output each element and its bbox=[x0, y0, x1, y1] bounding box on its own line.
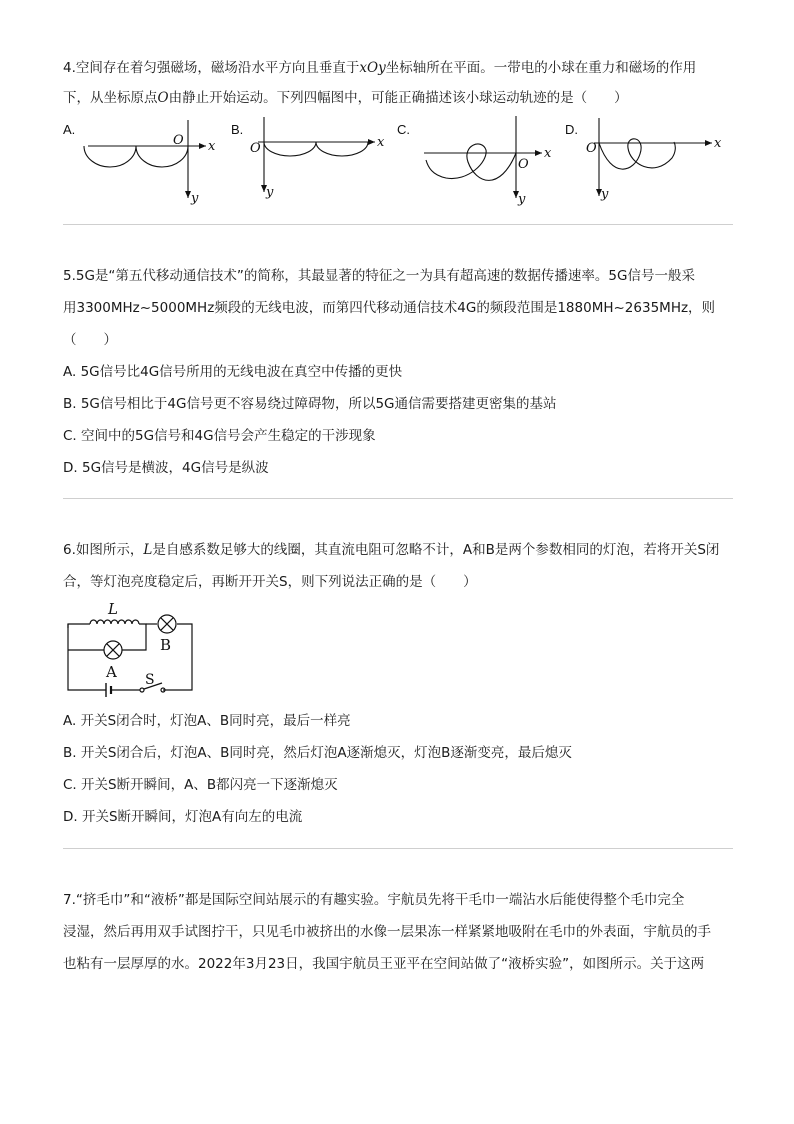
q6-switch-contact bbox=[140, 688, 144, 692]
q6-stem-line-2: 合，等灯泡亮度稳定后，再断开开关S，则下列说法正确的是（ ） bbox=[63, 574, 477, 590]
q4-stem-line-1: 4.空间存在着匀强磁场，磁场沿水平方向且垂直于xOy坐标轴所在平面。一带电的小球在重力和磁场的作用 bbox=[63, 60, 697, 76]
q4-b-trajectory bbox=[264, 142, 368, 156]
q4-stem-line-2: 下，从坐标原点O由静止开始运动。下列四幅图中，可能正确描述该小球运动轨迹的是（ ） bbox=[63, 90, 628, 106]
q6-label-a: A bbox=[106, 663, 117, 681]
q4-b-y-label: y bbox=[266, 185, 274, 200]
q4-option-diagrams bbox=[0, 112, 794, 212]
q6-label-s: S bbox=[145, 672, 155, 688]
separator bbox=[63, 498, 733, 499]
q4-c-trajectory bbox=[426, 144, 516, 180]
q7-stem-line-3: 也粘有一层厚厚的水。2022年3月23日，我国宇航员王亚平在空间站做了“液桥实验”，如图所示。关于这两 bbox=[63, 956, 705, 972]
q7-stem-line-1: 7.“挤毛巾”和“液桥”都是国际空间站展示的有趣实验。宇航员先将干毛巾一端沾水后能使得整个毛巾完全 bbox=[63, 892, 685, 908]
q6-option-c[interactable]: C. 开关S断开瞬间，A、B都闪亮一下逐渐熄灭 bbox=[63, 777, 338, 793]
q6-option-d[interactable]: D. 开关S断开瞬间，灯泡A有向左的电流 bbox=[63, 809, 303, 825]
q4-b-origin: O bbox=[250, 141, 261, 156]
q4-a-y-label: y bbox=[191, 191, 199, 206]
q5-option-c[interactable]: C. 空间中的5G信号和4G信号会产生稳定的干涉现象 bbox=[63, 428, 376, 444]
q6-inductor-coil bbox=[90, 620, 139, 624]
q5-option-d[interactable]: D. 5G信号是横波，4G信号是纵波 bbox=[63, 460, 269, 476]
q6-option-b[interactable]: B. 开关S闭合后，灯泡A、B同时亮，然后灯泡A逐渐熄灭，灯泡B逐渐变亮，最后熄灭 bbox=[63, 745, 572, 761]
q6-circuit-diagram bbox=[60, 598, 210, 698]
separator bbox=[63, 224, 733, 225]
q7-stem-line-2: 浸湿，然后再用双手试图拧干，只见毛巾被挤出的水像一层果冻一样紧紧地吸附在毛巾的外表面，宇航员的手 bbox=[63, 924, 711, 940]
q4-d-origin: O bbox=[586, 141, 597, 156]
q6-stem-line-1: 6.如图所示，L是自感系数足够大的线圈，其直流电阻可忽略不计，A和B是两个参数相同的灯泡，若将开关S闭 bbox=[63, 542, 720, 558]
q5-stem-line-2: 用3300MHz~5000MHz频段的无线电波，而第四代移动通信技术4G的频段范围是1880MH~2635MHz，则 bbox=[63, 300, 716, 316]
q4-a-trajectory bbox=[84, 146, 188, 167]
q4-b-x-label: x bbox=[377, 135, 385, 150]
q4-c-origin: O bbox=[518, 157, 529, 172]
q4-d-x-label: x bbox=[714, 136, 722, 151]
q4-c-y-label: y bbox=[518, 192, 526, 207]
q4-option-c: C. bbox=[397, 122, 410, 137]
q5-stem-line-1: 5.5G是“第五代移动通信技术”的简称，其最显著的特征之一为具有超高速的数据传播速率。5G信号一般采 bbox=[63, 268, 695, 284]
q4-d-y-label: y bbox=[601, 187, 609, 202]
q4-option-a: A. bbox=[63, 122, 76, 137]
q6-label-l: L bbox=[108, 600, 118, 618]
q5-stem-line-3: （ ） bbox=[63, 332, 117, 348]
q4-option-b: B. bbox=[231, 122, 244, 137]
separator bbox=[63, 848, 733, 849]
q4-a-origin: O bbox=[173, 133, 184, 148]
q5-option-a[interactable]: A. 5G信号比4G信号所用的无线电波在真空中传播的更快 bbox=[63, 364, 403, 380]
q6-option-a[interactable]: A. 开关S闭合时，灯泡A、B同时亮，最后一样亮 bbox=[63, 713, 351, 729]
q5-option-b[interactable]: B. 5G信号相比于4G信号更不容易绕过障碍物，所以5G通信需要搭建更密集的基站 bbox=[63, 396, 557, 412]
q4-c-x-label: x bbox=[544, 146, 552, 161]
q4-option-d: D. bbox=[565, 122, 578, 137]
q6-label-b: B bbox=[160, 636, 172, 654]
q4-a-x-label: x bbox=[208, 139, 216, 154]
